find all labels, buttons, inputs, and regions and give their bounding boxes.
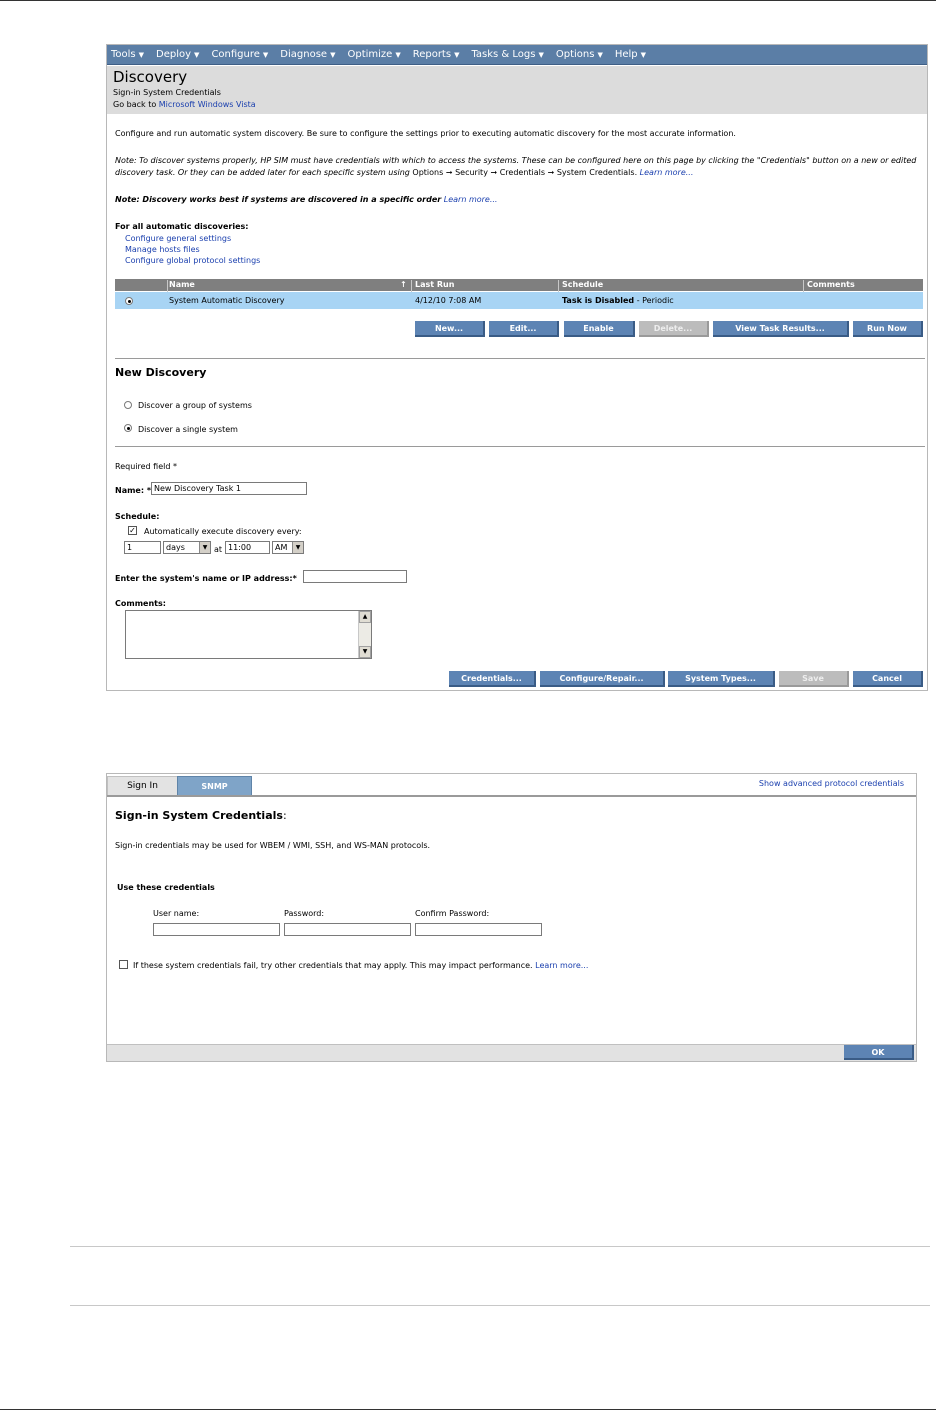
bottom-rule	[0, 1409, 936, 1410]
menu-bar	[107, 45, 927, 65]
title-area	[107, 66, 927, 114]
column-divider	[558, 280, 559, 292]
fallback-credentials-text	[133, 961, 588, 970]
column-divider	[411, 280, 412, 292]
username-label: User name:	[153, 909, 200, 918]
order-learn-more-link[interactable]: Learn more...	[443, 195, 498, 204]
scrollbar[interactable]	[358, 611, 371, 658]
chevron-down-icon: ▼	[597, 51, 603, 59]
view-task-results-button[interactable]: View Task Results...	[713, 321, 849, 337]
page-subtitle: Sign-in System Credentials	[113, 88, 221, 97]
all-discoveries-label: For all automatic discoveries:	[115, 222, 249, 231]
credentials-body	[107, 795, 916, 1047]
name-label: Name: *	[115, 486, 152, 495]
divider	[115, 446, 925, 447]
scroll-down-icon[interactable]: ▼	[359, 646, 371, 658]
credentials-note-line2	[115, 168, 693, 177]
ip-label: Enter the system's name or IP address:*	[115, 574, 297, 583]
comments-textarea[interactable]	[125, 610, 372, 659]
menu-diagnose[interactable]: Diagnose ▼	[280, 49, 336, 60]
manage-hosts-files-link[interactable]: Manage hosts files	[125, 245, 200, 254]
fallback-learn-more-link[interactable]: Learn more...	[535, 961, 589, 970]
breadcrumb	[113, 100, 256, 109]
menu-configure[interactable]: Configure ▼	[211, 49, 269, 60]
edit-button[interactable]: Edit...	[489, 321, 559, 337]
chevron-down-icon: ▼	[199, 542, 210, 553]
use-credentials-label: Use these credentials	[117, 883, 215, 892]
goback-prefix: Go back to	[113, 100, 157, 109]
fallback-label: If these system credentials fail, try other credentials that may apply. This may impact performance.	[133, 961, 533, 970]
credentials-title	[115, 809, 287, 822]
credentials-title-suffix: :	[282, 809, 287, 822]
column-comments[interactable]: Comments	[807, 280, 855, 289]
interval-unit-value: days	[166, 543, 185, 552]
show-advanced-credentials-link[interactable]: Show advanced protocol credentials	[758, 779, 904, 788]
cancel-button[interactable]: Cancel	[853, 671, 923, 687]
divider	[70, 1246, 930, 1247]
menu-tasks-logs[interactable]: Tasks & Logs ▼	[471, 49, 544, 60]
discover-single-radio[interactable]	[124, 424, 132, 432]
schedule-type: - Periodic	[634, 296, 674, 305]
table-row[interactable]	[115, 292, 923, 309]
auto-execute-label: Automatically execute discovery every:	[144, 527, 302, 536]
at-label: at	[214, 545, 223, 554]
ampm-value: AM	[275, 543, 288, 552]
schedule-label: Schedule:	[115, 512, 160, 521]
credentials-note-text: discovery task. Or they can be added later for each specific system using	[115, 168, 410, 177]
chevron-down-icon: ▼	[640, 51, 647, 59]
credentials-path: Options ➞ Security ➞ Credentials ➞ System Credentials.	[412, 168, 638, 177]
time-input[interactable]: 11:00	[225, 541, 270, 554]
discovery-window	[106, 44, 928, 691]
schedule-status: Task is Disabled	[562, 296, 635, 305]
delete-button[interactable]: Delete...	[639, 321, 709, 337]
order-note-text: Note: Discovery works best if systems are discovered in a specific order	[115, 195, 442, 204]
intro-text: Configure and run automatic system discovery. Be sure to configure the settings prior to executing automatic discovery for the most accurate information.	[115, 129, 736, 138]
enable-button[interactable]: Enable	[564, 321, 635, 337]
confirm-password-label: Confirm Password:	[415, 909, 490, 918]
ampm-select[interactable]	[272, 541, 304, 554]
new-discovery-title: New Discovery	[115, 366, 207, 379]
credentials-title-text: Sign-in System Credentials	[115, 809, 283, 822]
run-now-button[interactable]: Run Now	[853, 321, 923, 337]
row-name: System Automatic Discovery	[169, 296, 285, 305]
required-field-note: Required field *	[115, 462, 177, 471]
ip-address-input[interactable]	[303, 570, 407, 583]
configure-repair-button[interactable]: Configure/Repair...	[540, 671, 665, 687]
save-button[interactable]: Save	[779, 671, 849, 687]
comments-label: Comments:	[115, 599, 166, 608]
column-divider	[167, 280, 168, 292]
menu-options[interactable]: Options ▼	[555, 49, 603, 60]
chevron-down-icon: ▼	[262, 51, 269, 59]
credentials-note: Note: To discover systems properly, HP SIM must have credentials with which to access the systems. These can be configured here on this page by clicking the "Credentials" button on a new or edited	[115, 156, 917, 165]
divider	[115, 358, 925, 359]
learn-more-link[interactable]: Learn more...	[639, 168, 694, 177]
ok-button[interactable]: OK	[844, 1045, 914, 1060]
scroll-up-icon[interactable]: ▲	[359, 611, 371, 623]
chevron-down-icon: ▼	[395, 51, 401, 59]
tab-sign-in[interactable]: Sign In	[107, 776, 178, 796]
new-button[interactable]: New...	[415, 321, 485, 337]
system-types-button[interactable]: System Types...	[668, 671, 775, 687]
discover-single-label: Discover a single system	[138, 425, 238, 434]
menu-deploy[interactable]: Deploy ▼	[156, 49, 200, 60]
fallback-credentials-checkbox[interactable]	[119, 960, 128, 969]
menu-optimize[interactable]: Optimize ▼	[347, 49, 401, 60]
configure-global-protocol-link[interactable]: Configure global protocol settings	[125, 256, 261, 265]
discover-group-radio[interactable]	[124, 401, 132, 409]
chevron-down-icon: ▼	[194, 51, 200, 59]
confirm-password-input[interactable]	[415, 923, 542, 936]
credentials-dialog	[106, 773, 917, 1062]
menu-tools[interactable]: Tools ▼	[111, 49, 145, 60]
column-schedule[interactable]: Schedule	[562, 280, 604, 289]
password-input[interactable]	[284, 923, 411, 936]
menu-help[interactable]: Help ▼	[614, 49, 647, 60]
order-note	[115, 195, 497, 204]
interval-input[interactable]: 1	[124, 541, 161, 554]
row-last-run: 4/12/10 7:08 AM	[415, 296, 482, 305]
configure-general-settings-link[interactable]: Configure general settings	[125, 234, 232, 243]
tab-strip	[107, 774, 916, 795]
chevron-down-icon: ▼	[454, 51, 460, 59]
username-input[interactable]	[153, 923, 280, 936]
interval-unit-select[interactable]	[163, 541, 211, 554]
discover-group-label: Discover a group of systems	[138, 401, 252, 410]
row-select-radio[interactable]	[125, 297, 133, 305]
credentials-button[interactable]: Credentials...	[449, 671, 536, 687]
top-rule	[0, 0, 936, 1]
menu-reports[interactable]: Reports ▼	[412, 49, 460, 60]
discovery-table-header	[115, 279, 923, 291]
auto-execute-checkbox[interactable]: ✓	[129, 526, 136, 535]
goback-link[interactable]: Microsoft Windows Vista	[158, 100, 256, 109]
chevron-down-icon: ▼	[538, 51, 544, 59]
sort-ascending-icon[interactable]: ↑	[400, 280, 407, 289]
credentials-description: Sign-in credentials may be used for WBEM / WMI, SSH, and WS-MAN protocols.	[115, 841, 431, 850]
divider	[70, 1305, 930, 1306]
column-divider	[803, 280, 804, 292]
column-last-run[interactable]: Last Run	[415, 280, 455, 289]
chevron-down-icon: ▼	[330, 51, 336, 59]
chevron-down-icon: ▼	[138, 51, 145, 59]
page-title: Discovery	[113, 68, 188, 86]
chevron-down-icon: ▼	[292, 542, 303, 553]
row-schedule	[562, 296, 674, 305]
tab-snmp[interactable]: SNMP	[177, 776, 252, 797]
dialog-footer	[107, 1044, 916, 1061]
password-label: Password:	[284, 909, 325, 918]
name-input[interactable]: New Discovery Task 1	[151, 482, 307, 495]
column-name[interactable]: Name	[169, 280, 195, 289]
